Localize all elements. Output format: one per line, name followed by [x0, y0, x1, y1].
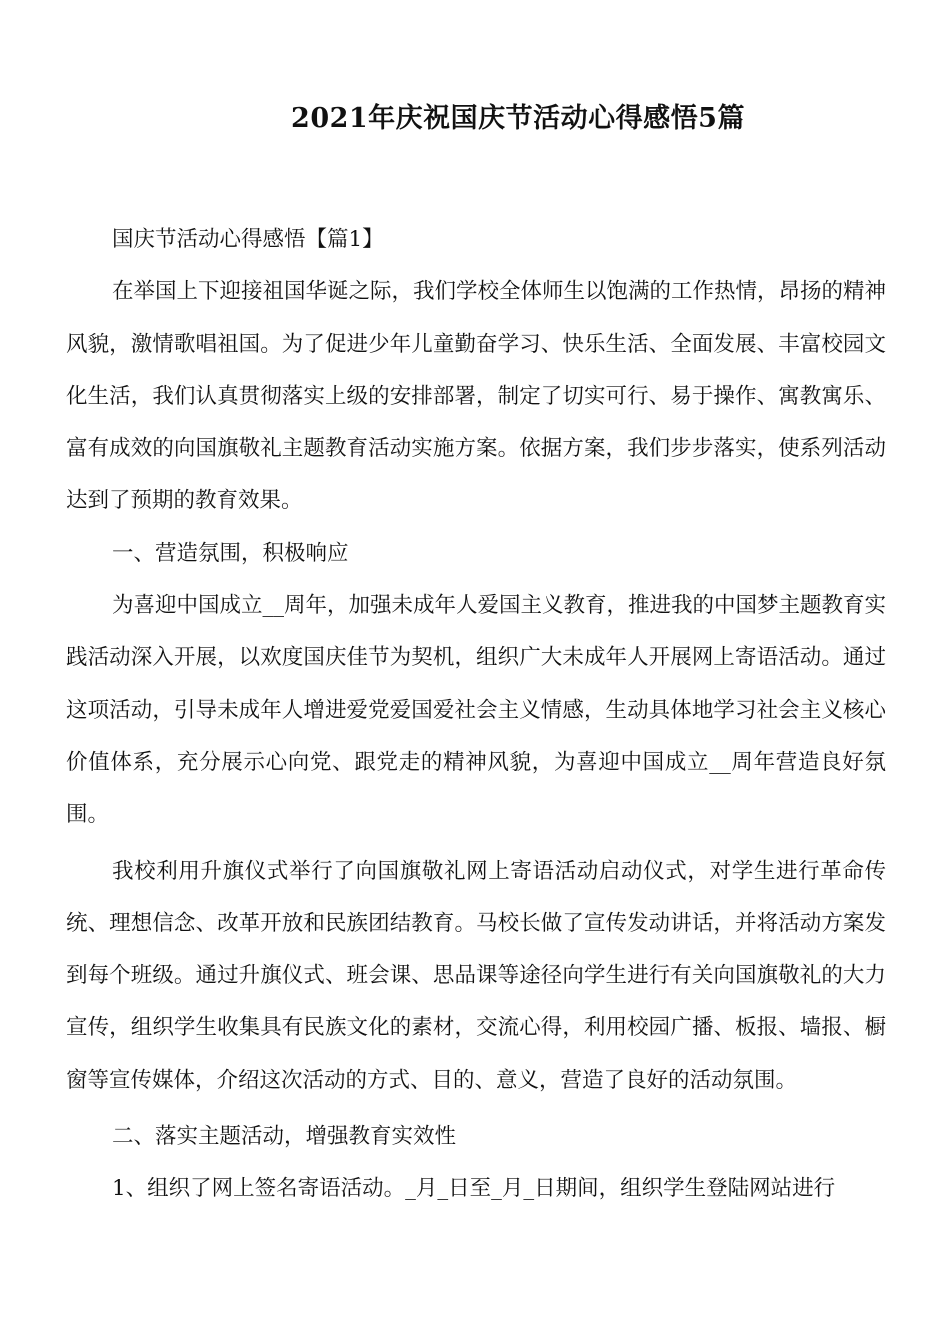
body-paragraph: 1、组织了网上签名寄语活动。_月_日至_月_日期间，组织学生登陆网站进行: [112, 1176, 836, 1202]
document-body: [66, 214, 886, 1216]
section-heading: 一、营造氛围，积极响应: [112, 540, 349, 566]
body-paragraph: 我校利用升旗仪式举行了向国旗敬礼网上寄语活动启动仪式，对学生进行革命传统、理想信念、改革开放和民族团结教育。马校长做了宣传发动讲话，并将活动方案发到每个班级。通过升旗仪式、班会课、思品课等途径向学生进行有关向国旗敬礼的大力宣传，组织学生收集具有民族文化的素材，交流心得，利用校园广播、板报、墙报、橱窗等宣传媒体，介绍这次活动的方式、目的、意义，营造了良好的活动氛围。: [66, 858, 886, 1093]
section-heading: 二、落实主题活动，增强教育实效性: [112, 1124, 457, 1150]
body-paragraph: 为喜迎中国成立__周年，加强未成年人爱国主义教育，推进我的中国梦主题教育实践活动深入开展，以欢度国庆佳节为契机，组织广大未成年人开展网上寄语活动。通过这项活动，引导未成年人增进爱党爱国爱社会主义情感，生动具体地学习社会主义核心价值体系，充分展示心向党、跟党走的精神风貌，为喜迎中国成立__周年营造良好氛围。: [66, 593, 887, 828]
body-paragraph: 在举国上下迎接祖国华诞之际，我们学校全体师生以饱满的工作热情，昂扬的精神风貌，激情歌唱祖国。为了促进少年儿童勤奋学习、快乐生活、全面发展、丰富校园文化生活，我们认真贯彻落实上级的安排部署，制定了切实可行、易于操作、寓教寓乐、富有成效的向国旗敬礼主题教育活动实施方案。依据方案，我们步步落实，使系列活动达到了预期的教育效果。: [66, 279, 887, 514]
section-heading-piece-1: 国庆节活动心得感悟【篇1】: [112, 227, 384, 252]
document-title: 2021年庆祝国庆节活动心得感悟5篇: [291, 103, 745, 134]
